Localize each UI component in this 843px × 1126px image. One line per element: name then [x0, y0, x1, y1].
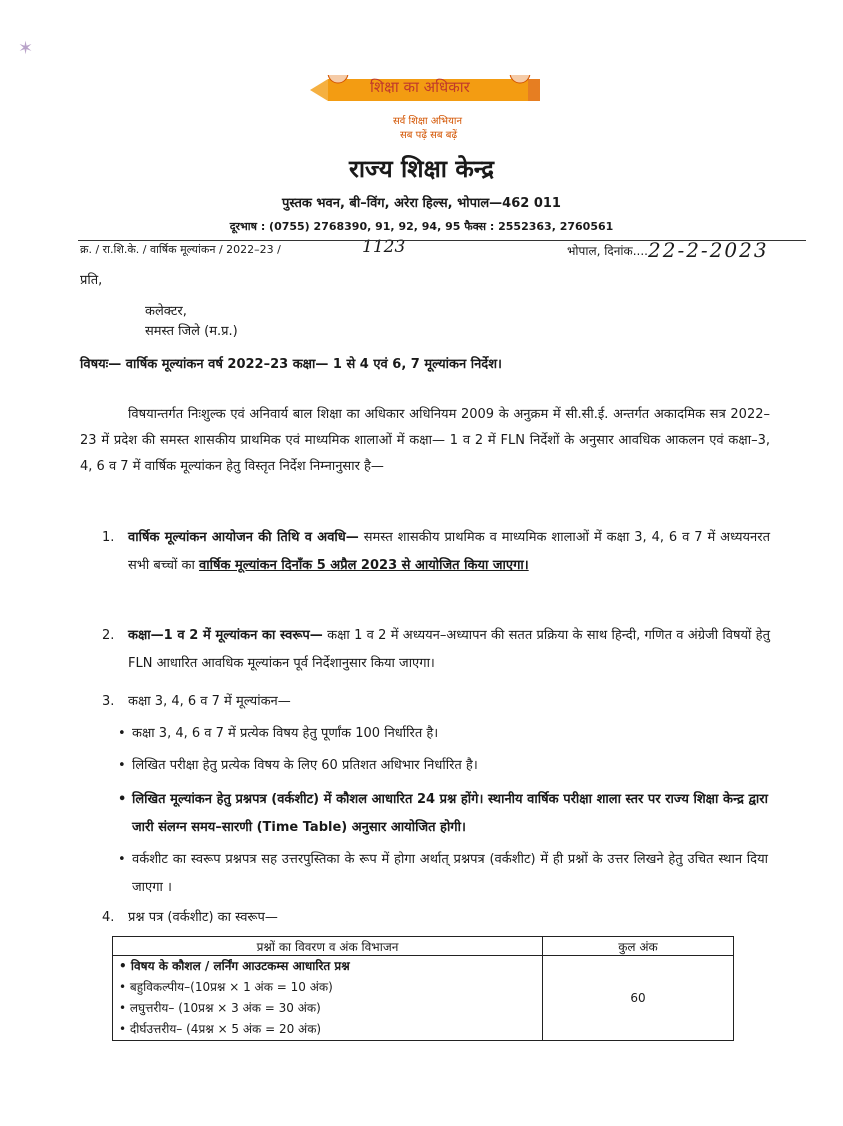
item-heading: वार्षिक मूल्यांकन आयोजन की तिथि व अवधि—: [128, 530, 359, 545]
reference-number: 1123: [362, 237, 406, 257]
item-1: [80, 524, 770, 608]
recipient-prati: प्रति,: [80, 273, 103, 288]
table-line: • लघुत्तरीय– (10प्रश्न × 3 अंक = 30 अंक): [119, 1001, 321, 1015]
org-phone: दूरभाष : (0755) 2768390, 91, 92, 94, 95 फैक्स : 2552363, 2760561: [229, 220, 614, 233]
table-line: • बहुविकल्पीय–(10प्रश्न × 1 अंक = 10 अंक): [119, 980, 333, 994]
item-2: [80, 622, 770, 678]
item-bold-tail: वार्षिक मूल्यांकन दिनाँक 5 अप्रैल 2023 से आयोजित किया जाएगा।: [199, 558, 529, 573]
bullet-dot-icon: •: [118, 758, 126, 773]
item-body: [128, 622, 770, 678]
item-number: 2.: [102, 628, 115, 643]
bullet-dot-icon: •: [118, 852, 126, 867]
table-header-cell: प्रश्नों का विवरण व अंक विभाजन: [113, 937, 543, 956]
item-number: 1.: [102, 530, 115, 545]
table-cell-description: [113, 956, 543, 1041]
table-header-row: [113, 937, 734, 956]
bullet-item: [118, 752, 768, 780]
table-line: • विषय के कौशल / लर्निंग आउटकम्स आधारित प्रश्न: [119, 959, 350, 973]
bullet-text: वर्कशीट का स्वरूप प्रश्नपत्र सह उत्तरपुस्तिका के रूप में होगा अर्थात् प्रश्नपत्र (वर्कशीट) में ही प्रश्नों के उत्तर लिखने हेतु उचित स्थान दिया जाएगा ।: [132, 852, 768, 895]
bullet-item: [118, 846, 768, 902]
item-number: 4.: [102, 910, 115, 925]
logo-tagline-1: सर्व शिक्षा अभियान: [393, 116, 463, 127]
bullet-text: लिखित परीक्षा हेतु प्रत्येक विषय के लिए 60 प्रतिशत अधिभार निर्धारित है।: [132, 758, 478, 773]
table-cell-total: 60: [543, 956, 734, 1041]
bullet-text: कक्षा 3, 4, 6 व 7 में प्रत्येक विषय हेतु पूर्णांक 100 निर्धारित है।: [132, 726, 439, 741]
item-text: समस्त शासकीय प्राथमिक व माध्यमिक शालाओं में कक्षा 3, 4, 6 व 7 में अध्ययनरत सभी बच्चों का: [128, 530, 770, 573]
stamp-mark: ✶: [18, 38, 34, 59]
logo-title: शिक्षा का अधिकार: [370, 78, 470, 96]
item-text: कक्षा 1 व 2 में अध्ययन–अध्यापन की सतत प्रक्रिया के साथ हिन्दी, गणित व अंग्रेजी विषयों हेतु FLN आधारित आवधिक मूल्यांकन पूर्व निर्देशानुसार किया जाएगा।: [128, 628, 770, 671]
rte-logo: [300, 55, 550, 155]
org-address: पुस्तक भवन, बी–विंग, अरेरा हिल्स, भोपाल—462 011: [282, 196, 561, 211]
logo-tagline-2: सब पढ़ें सब बढ़ें: [400, 130, 458, 141]
item-body: [128, 524, 770, 580]
intro-paragraph: विषयान्तर्गत निःशुल्क एवं अनिवार्य बाल शिक्षा का अधिकार अधिनियम 2009 के अनुक्रम में सी.सी.ई. अन्तर्गत अकादमिक सत्र 2022–23 में प्रदेश की समस्त शासकीय प्राथमिक एवं माध्यमिक शालाओं में कक्षा— 1 व 2 में FLN निर्देशों के अनुसार आवधिक आकलन एवं कक्षा–3, 4, 6 व 7 में वार्षिक मूल्यांकन हेतु विस्तृत निर्देश निम्नानुसार है—: [80, 407, 770, 474]
item-heading: कक्षा—1 व 2 में मूल्यांकन का स्वरूप—: [128, 628, 323, 643]
table-line: • दीर्घउत्तरीय– (4प्रश्न × 5 अंक = 20 अंक): [119, 1022, 322, 1036]
bullet-item: [118, 720, 768, 748]
table-row: [113, 956, 734, 1041]
item-number: 3.: [102, 694, 115, 709]
header-divider: [78, 240, 806, 241]
bullet-text: लिखित मूल्यांकन हेतु प्रश्नपत्र (वर्कशीट) में कौशल आधारित 24 प्रश्न होंगे। स्थानीय वार्षिक परीक्षा शाला स्तर पर राज्य शिक्षा केन्द्र द्वारा जारी संलग्न समय–सारणी (Time Table) अनुसार आयोजित होगी।: [132, 792, 768, 835]
item-heading: प्रश्न पत्र (वर्कशीट) का स्वरूप—: [128, 910, 278, 925]
reference-prefix: क्र. / रा.शि.के. / वार्षिक मूल्यांकन / 2022–23 /: [80, 243, 281, 256]
bullet-dot-icon: •: [118, 726, 126, 741]
table-header-cell: कुल अंक: [543, 937, 734, 956]
recipient-line-2: समस्त जिले (म.प्र.): [145, 324, 238, 339]
bullet-item: [118, 786, 768, 842]
recipient-line-1: कलेक्टर,: [145, 304, 187, 319]
subject-line: विषयः— वार्षिक मूल्यांकन वर्ष 2022–23 कक्षा— 1 से 4 एवं 6, 7 मूल्यांकन निर्देश।: [80, 357, 502, 372]
marks-table: [112, 936, 734, 1041]
item-body: [128, 904, 770, 932]
item-4: [80, 904, 770, 932]
item-3: [80, 688, 770, 716]
item-body: [128, 688, 770, 716]
date-label: भोपाल, दिनांक....: [567, 244, 648, 258]
org-name: राज्य शिक्षा केन्द्र: [349, 155, 494, 183]
bullet-dot-icon: •: [118, 792, 127, 807]
item-heading: कक्षा 3, 4, 6 व 7 में मूल्यांकन—: [128, 694, 291, 709]
date-value: 22-2-2023: [648, 238, 769, 262]
